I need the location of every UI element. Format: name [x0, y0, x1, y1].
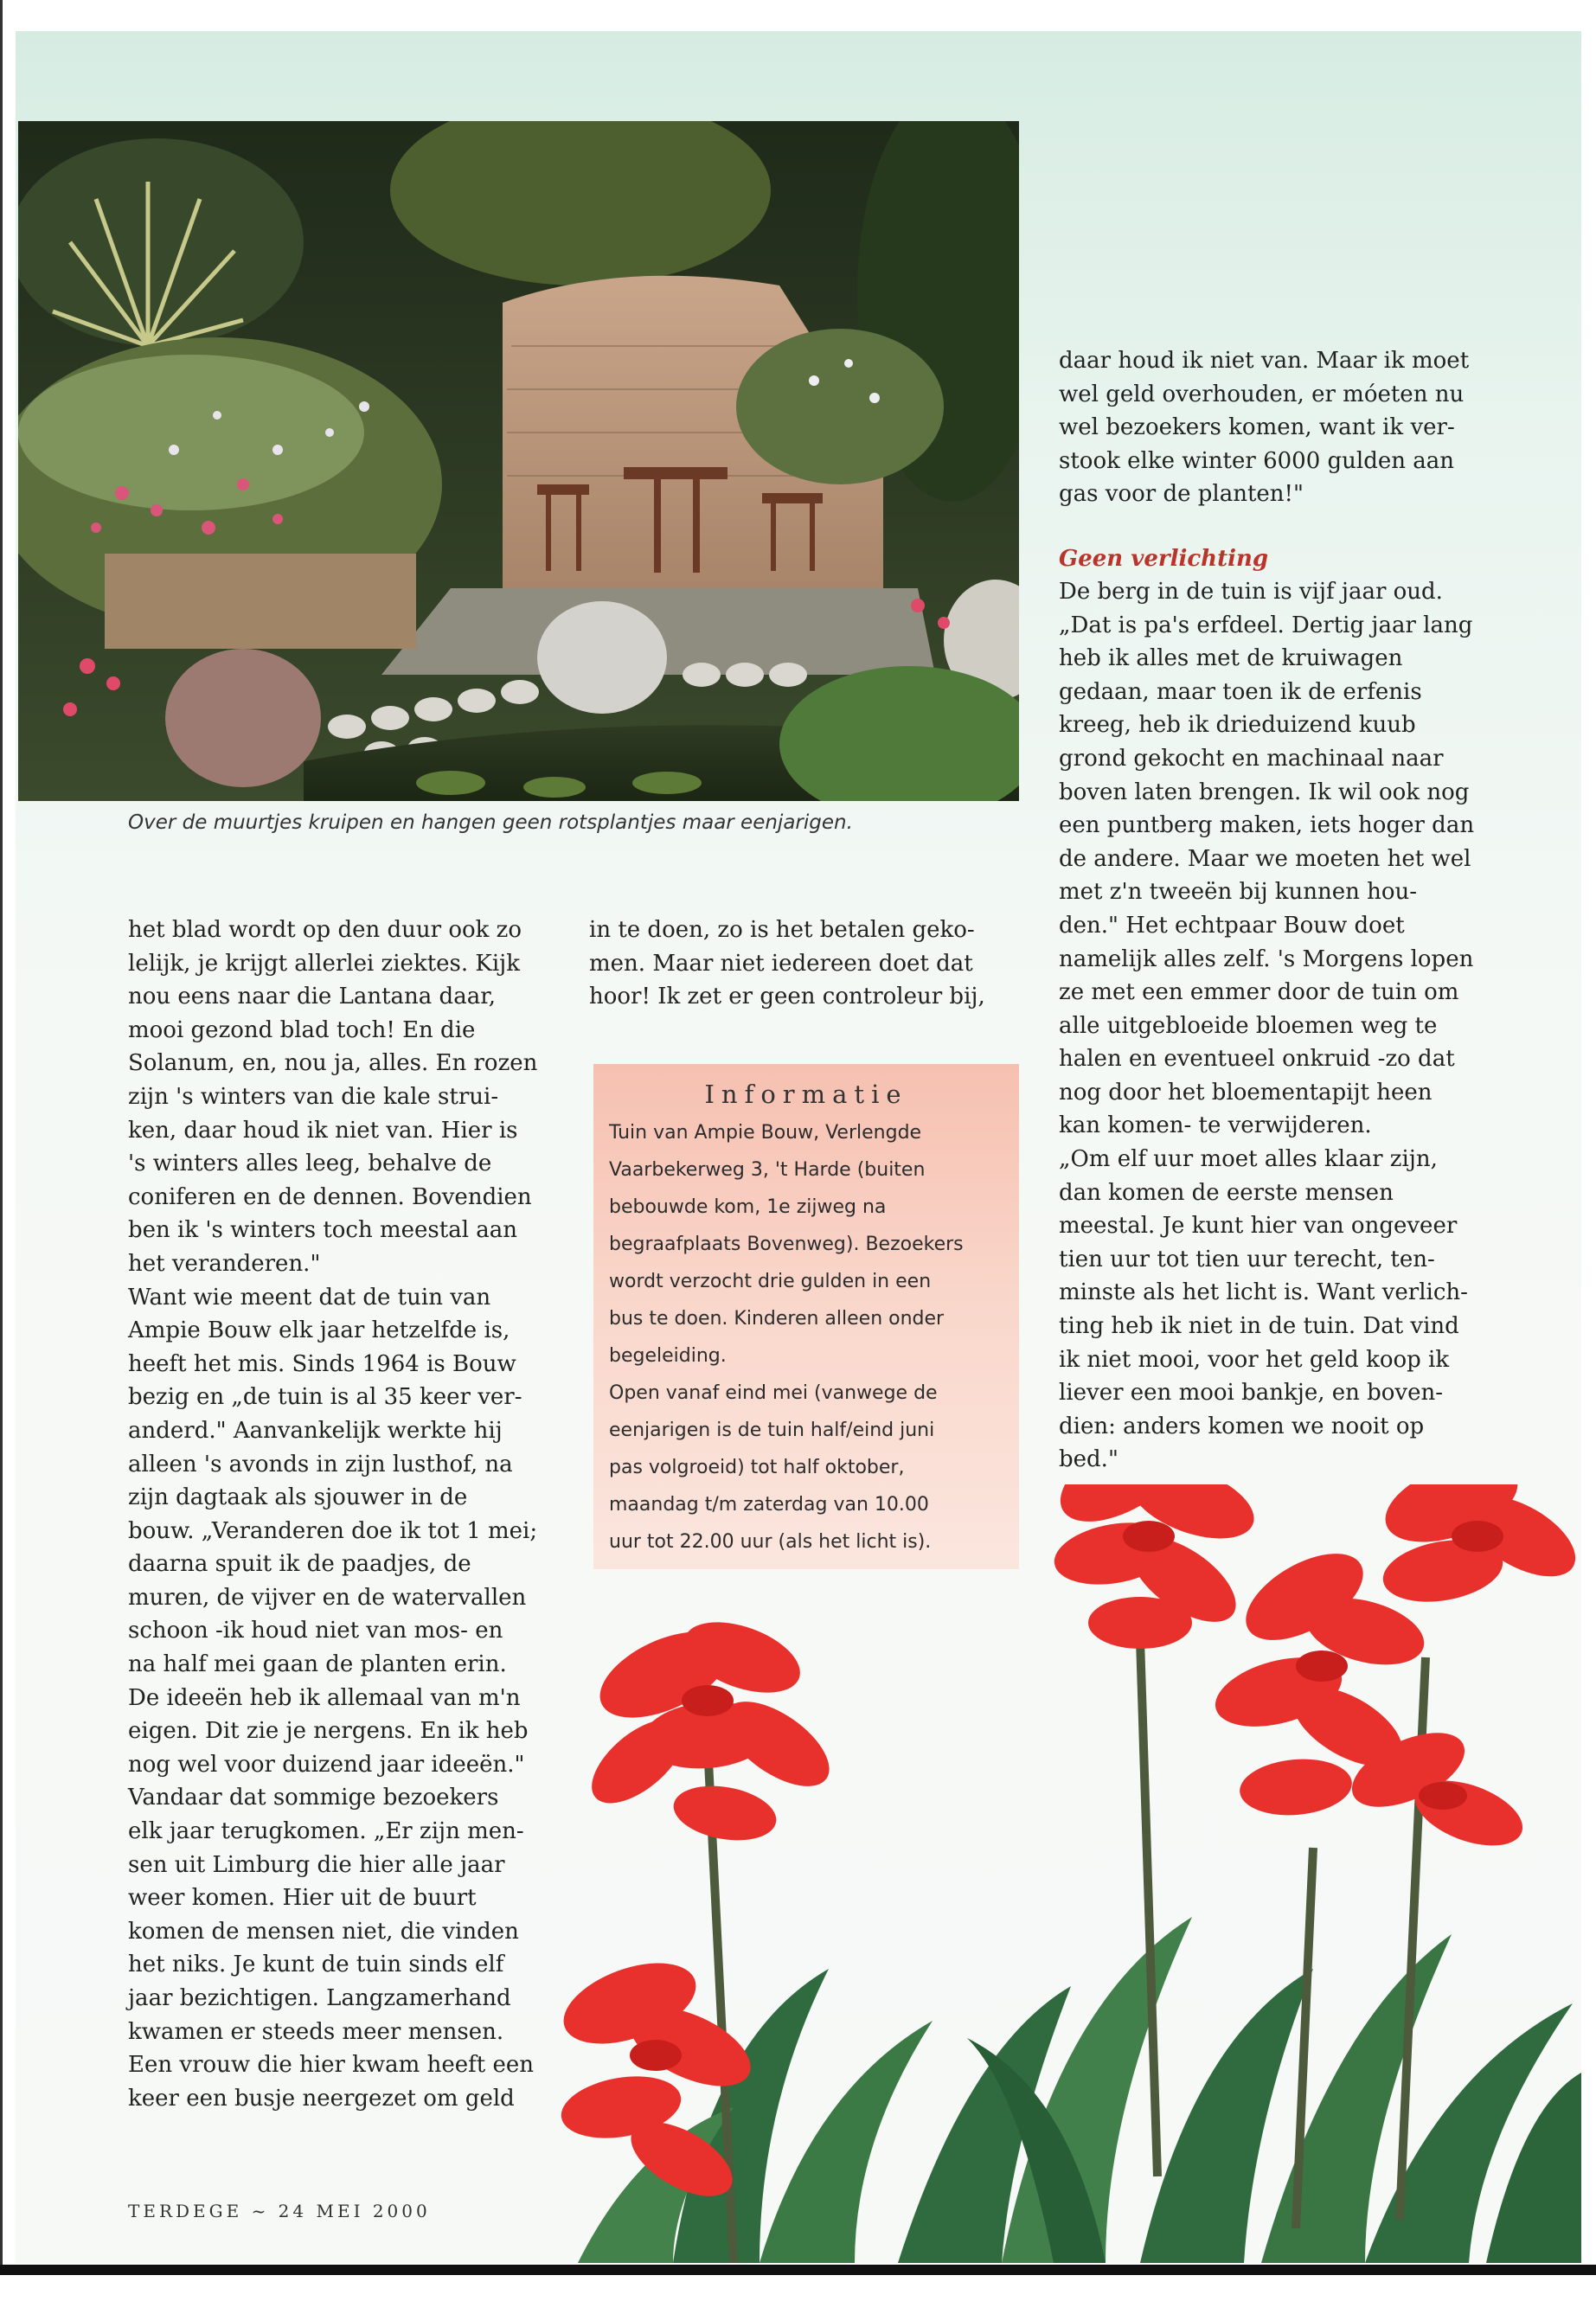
column-3-intro: daar houd ik niet van. Maar ik moet wel geld overhouden, er móeten nu wel bezoekers komen, want ik ver- stook elke winter 6000 gulden aan gas voor de planten!" [1059, 348, 1470, 508]
photo-caption: Over de muurtjes kruipen en hangen geen rotsplantjes maar eenjarigen. [128, 811, 853, 834]
column-2-text: in te doen, zo is het betalen geko- men. Maar niet iedereen doet dat hoor! Ik zet er geen controleur bij, [589, 917, 985, 1010]
info-box-title: Informatie [704, 1080, 908, 1109]
magazine-page [16, 31, 1581, 2263]
article-column-2 [589, 913, 1022, 1014]
info-box-body: Tuin van Ampie Bouw, Verlengde Vaarbekerweg 3, 't Harde (buiten bebouwde kom, 1e zijweg na begraafplaats Bovenweg). Bezoekers wordt verzocht drie gulden in een bus te doen. Kinderen alleen onder begeleiding. Open vanaf eind mei (vanwege de eenjarigen is de tuin half/eind juni pas volgroeid) tot half oktober, maandag t/m zaterdag van 10.00 uur tot 22.00 uur (als het licht is). [609, 1122, 964, 1553]
page-footer: TERDEGE ~ 24 MEI 2000 [128, 2201, 431, 2221]
article-column-3 [1059, 344, 1543, 1477]
section-heading: Geen verlichting [1059, 545, 1269, 572]
bottom-border [0, 2265, 1596, 2275]
garden-photo [18, 121, 1019, 801]
column-1-text: het blad wordt op den duur ook zo lelijk, je krijgt allerlei ziektes. Kijk nou eens naar die Lantana daar, mooi gezond blad toch! En die Solanum, en, nou ja, alles. En rozen zijn 's winters van die kale strui- ken, daar houd ik niet van. Hier is 's winters alles leeg, behalve de coniferen en de dennen. Bovendien ben ik 's winters toch meestal aan het veranderen." Want wie meent dat de tuin van Ampie Bouw elk jaar hetzelfde is, heeft het mis. Sinds 1964 is Bouw bezig en „de tuin is al 35 keer ver- anderd." Aanvankelijk werkte hij alleen 's avonds in zijn lusthof, na zijn dagtaak als sjouwer in de bouw. „Veranderen doe ik tot 1 mei; daarna spuit ik de paadjes, de muren, de vijver en de watervallen schoon -ik houd niet van mos- en na half mei gaan de planten erin. De ideeën heb ik allemaal van m'n eigen. Dit zie je nergens. En ik heb nog wel voor duizend jaar ideeën." Vandaar dat sommige bezoekers elk jaar terugkomen. „Er zijn men- sen uit Limburg die hier alle jaar weer komen. Hier uit de buurt komen de mensen niet, die vinden het niks. Je kunt de tuin sinds elf jaar bezichtigen. Langzamerhand kwamen er steeds meer mensen. Een vrouw die hier kwam heeft een keer een busje neergezet om geld [128, 917, 538, 2112]
column-3-body: De berg in de tuin is vijf jaar oud. „Dat is pa's erfdeel. Dertig jaar lang heb ik alles met de kruiwagen gedaan, maar toen ik de erfenis kreeg, heb ik drieduizend kuub grond gekocht en machinaal naar boven laten brengen. Ik wil ook nog een puntberg maken, iets hoger dan de andere. Maar we moeten het wel met z'n tweeën bij kunnen hou- den." Het echtpaar Bouw doet namelijk alles zelf. 's Morgens lopen ze met een emmer door de tuin om alle uitgebloeide bloemen weg te halen en eventueel onkruid -zo dat nog door het bloementapijt heen kan komen- te verwijderen. „Om elf uur moet alles klaar zijn, dan komen de eerste mensen meestal. Je kunt hier van ongeveer tien uur tot tien uur terecht, ten- minste als het licht is. Want verlich- ting heb ik niet in de tuin. Dat vind ik niet mooi, voor het geld koop ik liever een mooi bankje, en boven- dien: anders komen we nooit op bed." [1059, 578, 1475, 1473]
canna-flowers-photo [448, 1484, 1581, 2263]
page-edge-line [0, 0, 3, 2266]
